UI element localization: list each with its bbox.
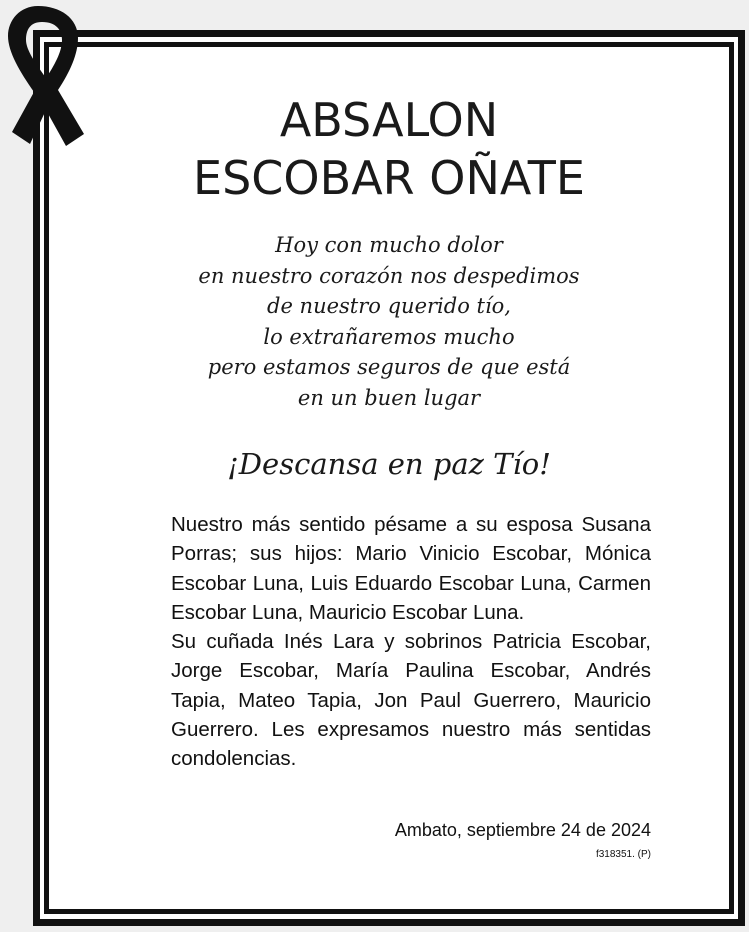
- publication-reference: f318351. (P): [595, 849, 651, 860]
- obituary-notice: [44, 42, 734, 914]
- poem-block: [44, 230, 734, 413]
- condolence-paragraph-relatives: Su cuñada Inés Lara y sobrinos Patricia Escobar, Jorge Escobar, María Paulina Escobar, Andrés Tapia, Mateo Tapia, Jon Paul Guerrero, Mauricio Guerrero. Les expresamos nuestro más sentidas condolencias.: [171, 630, 651, 771]
- poem-line: de nuestro querido tío,: [267, 294, 511, 318]
- place-and-date: Ambato, septiembre 24 de 2024: [394, 820, 651, 840]
- poem-line: pero estamos seguros de que está: [207, 355, 571, 379]
- condolence-paragraph-family: Nuestro más sentido pésame a su esposa Susana Porras; sus hijos: Mario Vinicio Escobar, Mónica Escobar Luna, Luis Eduardo Escobar Luna, Carmen Escobar Luna, Mauricio Escobar Luna.: [171, 513, 651, 624]
- deceased-first-name: ABSALON: [279, 93, 499, 147]
- poem-line: en nuestro corazón nos despedimos: [198, 263, 580, 288]
- condolence-text: [171, 510, 651, 774]
- poem-line: lo extrañaremos mucho: [263, 324, 515, 349]
- deceased-surnames: ESCOBAR OÑATE: [193, 151, 585, 205]
- poem-line: Hoy con mucho dolor: [275, 233, 503, 257]
- poem-line: en un buen lugar: [297, 385, 481, 410]
- rest-in-peace-heading: ¡Descansa en paz Tío!: [227, 447, 551, 481]
